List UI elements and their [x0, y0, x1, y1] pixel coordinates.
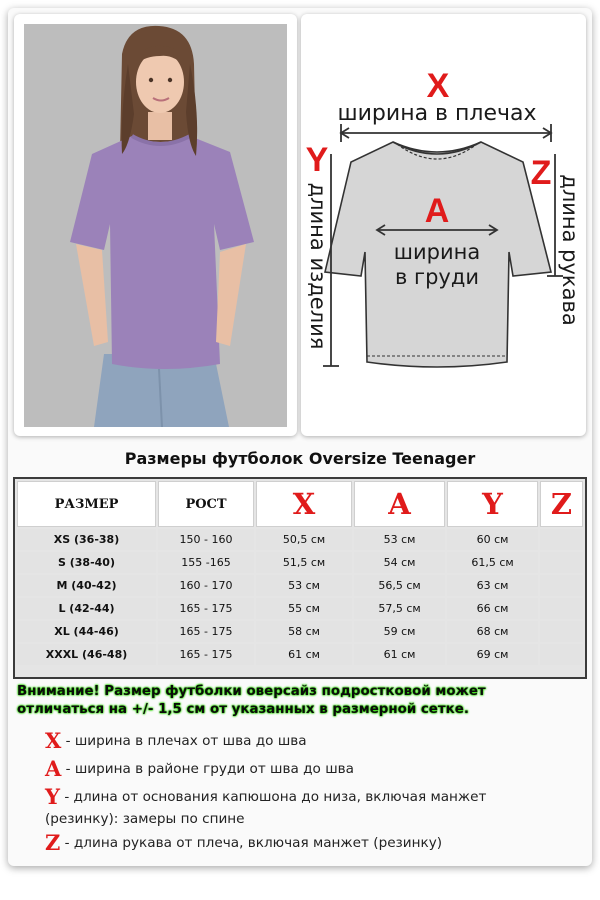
legend-letter-a: A [45, 756, 62, 781]
legend-text-x: - ширина в плечах от шва до шва [61, 733, 307, 749]
header-y: Y [447, 481, 538, 527]
legend-text-z: - длина рукава от плеча, включая манжет (резинку) [60, 835, 443, 851]
legend-item-a [45, 758, 565, 780]
y-label: длина изделия [306, 182, 330, 350]
header-a: A [354, 481, 445, 527]
y-letter: Y [305, 141, 329, 179]
cell-a: 61 см [354, 644, 445, 665]
header-size: РАЗМЕР [17, 481, 156, 527]
header-x: X [256, 481, 352, 527]
cell-z [540, 644, 583, 665]
warning-line-1: Внимание! Размер футболки оверсайз подростковой может [17, 684, 486, 699]
header-height: РОСТ [158, 481, 254, 527]
measurement-diagram-panel [301, 14, 586, 436]
cell-a: 54 см [354, 552, 445, 573]
cell-x: 53 см [256, 575, 352, 596]
cell-z [540, 598, 583, 619]
a-label-line2: в груди [394, 265, 480, 289]
cell-a: 56,5 см [354, 575, 445, 596]
cell-z [540, 621, 583, 642]
table-row [17, 598, 583, 619]
legend-text-y: - длина от основания капюшона до низа, включая манжет [60, 789, 487, 805]
cell-size: M (40-42) [17, 575, 156, 596]
cell-height: 165 - 175 [158, 644, 254, 665]
cell-a: 53 см [354, 529, 445, 550]
measurement-diagram [301, 14, 586, 436]
size-table [13, 477, 587, 679]
table-row [17, 575, 583, 596]
x-letter: X [426, 67, 450, 105]
cell-y: 61,5 см [447, 552, 538, 573]
model-photo [24, 24, 287, 427]
cell-y: 66 см [447, 598, 538, 619]
legend-item-y [45, 786, 565, 830]
legend-text-y-continued: (резинку): замеры по спине [45, 811, 245, 827]
cell-size: S (38-40) [17, 552, 156, 573]
legend-item-x [45, 730, 565, 752]
size-table-title: Размеры футболок Oversize Teenager [124, 449, 476, 468]
cell-height: 155 -165 [158, 552, 254, 573]
cell-height: 150 - 160 [158, 529, 254, 550]
cell-size: XL (44-46) [17, 621, 156, 642]
legend-letter-z: Z [45, 830, 61, 855]
cell-z [540, 552, 583, 573]
warning-line-2: отличаться на +/- 1,5 см от указанных в размерной сетке. [17, 702, 469, 717]
cell-y: 63 см [447, 575, 538, 596]
a-letter: A [424, 192, 450, 230]
cell-x: 51,5 см [256, 552, 352, 573]
cell-size: XS (36-38) [17, 529, 156, 550]
cell-x: 61 см [256, 644, 352, 665]
model-photo-panel [14, 14, 297, 436]
cell-size: L (42-44) [17, 598, 156, 619]
cell-a: 57,5 см [354, 598, 445, 619]
cell-y: 69 см [447, 644, 538, 665]
table-row [17, 552, 583, 573]
cell-x: 55 см [256, 598, 352, 619]
cell-z [540, 529, 583, 550]
table-row [17, 644, 583, 665]
cell-y: 60 см [447, 529, 538, 550]
cell-height: 160 - 170 [158, 575, 254, 596]
legend-letter-x: X [45, 728, 62, 753]
legend-letter-y: Y [45, 784, 60, 809]
size-warning-note [17, 683, 587, 719]
table-row [17, 621, 583, 642]
legend-item-z [45, 832, 565, 854]
z-label: длина рукава [558, 174, 582, 326]
model-illustration [24, 24, 287, 427]
a-label-line1: ширина [393, 240, 481, 264]
cell-a: 59 см [354, 621, 445, 642]
z-letter: Z [530, 154, 552, 192]
cell-height: 165 - 175 [158, 598, 254, 619]
cell-x: 50,5 см [256, 529, 352, 550]
x-label: ширина в плечах [337, 101, 537, 126]
cell-z [540, 575, 583, 596]
cell-y: 68 см [447, 621, 538, 642]
size-table-header-row [17, 481, 583, 527]
cell-x: 58 см [256, 621, 352, 642]
table-row [17, 529, 583, 550]
cell-size: XXXL (46-48) [17, 644, 156, 665]
legend-text-a: - ширина в районе груди от шва до шва [61, 761, 354, 777]
cell-height: 165 - 175 [158, 621, 254, 642]
header-z: Z [540, 481, 583, 527]
